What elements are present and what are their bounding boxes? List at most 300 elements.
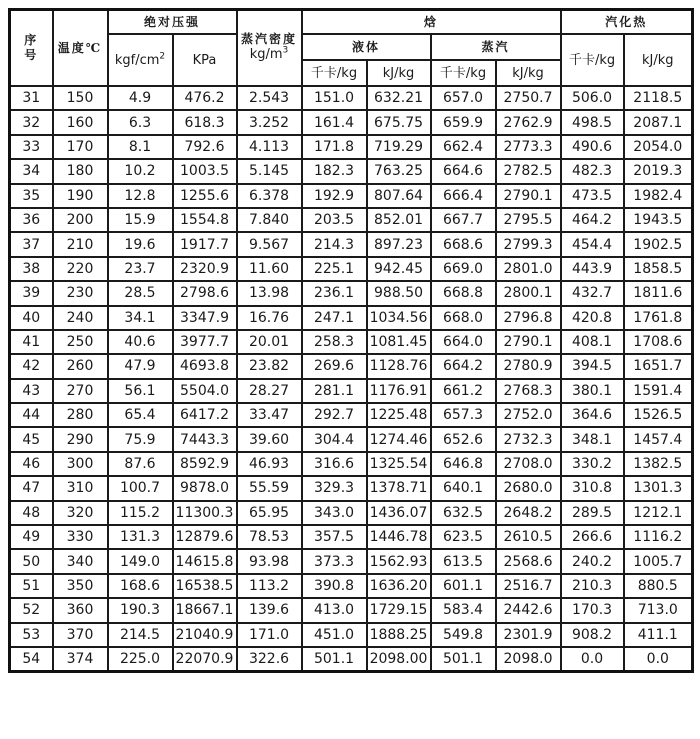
cell-steam-density: 55.59 <box>237 476 302 500</box>
cell-pressure-kpa: 1554.8 <box>173 208 237 232</box>
cell-pressure-kpa: 11300.3 <box>173 501 237 525</box>
cell-liquid-kcal: 161.4 <box>302 110 367 134</box>
table-row <box>10 379 693 403</box>
cell-latent-kj: 1591.4 <box>624 379 693 403</box>
cell-index: 36 <box>10 208 53 232</box>
cell-latent-kcal: 210.3 <box>561 574 624 598</box>
cell-liquid-kcal: 182.3 <box>302 159 367 183</box>
cell-steam-density: 4.113 <box>237 135 302 159</box>
cell-steam-density: 33.47 <box>237 403 302 427</box>
table-row <box>10 330 693 354</box>
cell-index: 38 <box>10 257 53 281</box>
cell-temperature: 360 <box>53 598 108 622</box>
cell-latent-kj: 1457.4 <box>624 427 693 451</box>
cell-pressure-kpa: 12879.6 <box>173 525 237 549</box>
cell-temperature: 330 <box>53 525 108 549</box>
table-row <box>10 647 693 672</box>
cell-latent-kcal: 380.1 <box>561 379 624 403</box>
cell-vapor-kcal: 640.1 <box>431 476 496 500</box>
cell-liquid-kcal: 501.1 <box>302 647 367 672</box>
cell-latent-kj: 411.1 <box>624 623 693 647</box>
cell-liquid-kcal: 390.8 <box>302 574 367 598</box>
table-row <box>10 306 693 330</box>
cell-vapor-kcal: 666.4 <box>431 184 496 208</box>
cell-liquid-kj: 1436.07 <box>367 501 431 525</box>
cell-pressure-kgf: 115.2 <box>108 501 173 525</box>
cell-latent-kcal: 330.2 <box>561 452 624 476</box>
cell-liquid-kj: 1636.20 <box>367 574 431 598</box>
cell-index: 40 <box>10 306 53 330</box>
header-temperature: 温度℃ <box>53 10 108 87</box>
cell-latent-kj: 1943.5 <box>624 208 693 232</box>
cell-vapor-kj: 2442.6 <box>496 598 561 622</box>
cell-index: 50 <box>10 549 53 573</box>
header-index: 序 号 <box>10 10 53 87</box>
cell-liquid-kj: 1176.91 <box>367 379 431 403</box>
cell-steam-density: 20.01 <box>237 330 302 354</box>
cell-temperature: 350 <box>53 574 108 598</box>
cell-vapor-kcal: 501.1 <box>431 647 496 672</box>
cell-liquid-kj: 942.45 <box>367 257 431 281</box>
cell-pressure-kpa: 7443.3 <box>173 427 237 451</box>
cell-pressure-kgf: 28.5 <box>108 281 173 305</box>
cell-latent-kj: 880.5 <box>624 574 693 598</box>
cell-pressure-kgf: 23.7 <box>108 257 173 281</box>
cell-latent-kcal: 482.3 <box>561 159 624 183</box>
cell-vapor-kj: 2098.0 <box>496 647 561 672</box>
cell-pressure-kgf: 40.6 <box>108 330 173 354</box>
cell-temperature: 160 <box>53 110 108 134</box>
cell-pressure-kpa: 18667.1 <box>173 598 237 622</box>
cell-temperature: 150 <box>53 86 108 110</box>
cell-pressure-kgf: 87.6 <box>108 452 173 476</box>
cell-pressure-kpa: 6417.2 <box>173 403 237 427</box>
header-vapor: 蒸汽 <box>431 34 561 60</box>
table-row <box>10 452 693 476</box>
cell-vapor-kcal: 659.9 <box>431 110 496 134</box>
cell-steam-density: 11.60 <box>237 257 302 281</box>
cell-liquid-kcal: 329.3 <box>302 476 367 500</box>
cell-index: 46 <box>10 452 53 476</box>
table-row <box>10 184 693 208</box>
cell-steam-density: 13.98 <box>237 281 302 305</box>
cell-vapor-kj: 2752.0 <box>496 403 561 427</box>
table-row <box>10 598 693 622</box>
cell-latent-kj: 1116.2 <box>624 525 693 549</box>
cell-vapor-kcal: 549.8 <box>431 623 496 647</box>
cell-vapor-kj: 2708.0 <box>496 452 561 476</box>
cell-temperature: 280 <box>53 403 108 427</box>
cell-pressure-kpa: 22070.9 <box>173 647 237 672</box>
cell-temperature: 370 <box>53 623 108 647</box>
cell-pressure-kpa: 16538.5 <box>173 574 237 598</box>
cell-liquid-kcal: 281.1 <box>302 379 367 403</box>
cell-pressure-kpa: 1255.6 <box>173 184 237 208</box>
header-liquid-kcal: 千卡/kg <box>302 60 367 86</box>
header-latent-kj: kJ/kg <box>624 34 693 86</box>
cell-liquid-kj: 719.29 <box>367 135 431 159</box>
header-pressure-kgf: kgf/$cm^2$ <box>108 34 173 86</box>
cell-liquid-kcal: 269.6 <box>302 354 367 378</box>
cell-index: 35 <box>10 184 53 208</box>
cell-index: 47 <box>10 476 53 500</box>
cell-temperature: 260 <box>53 354 108 378</box>
cell-liquid-kj: 1034.56 <box>367 306 431 330</box>
table-row <box>10 86 693 110</box>
cell-index: 45 <box>10 427 53 451</box>
header-vapor-kcal: 千卡/kg <box>431 60 496 86</box>
cell-vapor-kcal: 667.7 <box>431 208 496 232</box>
cell-steam-density: 322.6 <box>237 647 302 672</box>
cell-liquid-kcal: 292.7 <box>302 403 367 427</box>
cell-vapor-kcal: 669.0 <box>431 257 496 281</box>
table-row <box>10 159 693 183</box>
cell-liquid-kcal: 304.4 <box>302 427 367 451</box>
cell-liquid-kj: 807.64 <box>367 184 431 208</box>
cell-steam-density: 39.60 <box>237 427 302 451</box>
cell-index: 48 <box>10 501 53 525</box>
cell-pressure-kgf: 149.0 <box>108 549 173 573</box>
cell-latent-kcal: 464.2 <box>561 208 624 232</box>
cell-pressure-kgf: 225.0 <box>108 647 173 672</box>
header-liquid-kj: kJ/kg <box>367 60 431 86</box>
cell-steam-density: 28.27 <box>237 379 302 403</box>
cell-latent-kcal: 454.4 <box>561 232 624 256</box>
cell-vapor-kj: 2799.3 <box>496 232 561 256</box>
cell-temperature: 190 <box>53 184 108 208</box>
cell-pressure-kgf: 56.1 <box>108 379 173 403</box>
cell-vapor-kcal: 657.0 <box>431 86 496 110</box>
cell-pressure-kpa: 1003.5 <box>173 159 237 183</box>
cell-temperature: 290 <box>53 427 108 451</box>
cell-vapor-kcal: 632.5 <box>431 501 496 525</box>
cell-liquid-kj: 1225.48 <box>367 403 431 427</box>
cell-vapor-kcal: 613.5 <box>431 549 496 573</box>
cell-latent-kj: 1005.7 <box>624 549 693 573</box>
cell-temperature: 200 <box>53 208 108 232</box>
cell-index: 32 <box>10 110 53 134</box>
cell-pressure-kgf: 168.6 <box>108 574 173 598</box>
cell-latent-kcal: 348.1 <box>561 427 624 451</box>
cell-index: 54 <box>10 647 53 672</box>
cell-liquid-kj: 1274.46 <box>367 427 431 451</box>
cell-pressure-kgf: 100.7 <box>108 476 173 500</box>
cell-pressure-kgf: 214.5 <box>108 623 173 647</box>
cell-pressure-kgf: 15.9 <box>108 208 173 232</box>
cell-vapor-kj: 2790.1 <box>496 184 561 208</box>
cell-vapor-kj: 2768.3 <box>496 379 561 403</box>
cell-liquid-kj: 1729.15 <box>367 598 431 622</box>
cell-liquid-kj: 1081.45 <box>367 330 431 354</box>
cell-vapor-kj: 2750.7 <box>496 86 561 110</box>
cell-pressure-kpa: 618.3 <box>173 110 237 134</box>
cell-latent-kcal: 289.5 <box>561 501 624 525</box>
cell-temperature: 374 <box>53 647 108 672</box>
cell-index: 33 <box>10 135 53 159</box>
cell-pressure-kgf: 8.1 <box>108 135 173 159</box>
cell-vapor-kj: 2680.0 <box>496 476 561 500</box>
cell-liquid-kj: 988.50 <box>367 281 431 305</box>
cell-vapor-kcal: 601.1 <box>431 574 496 598</box>
cell-liquid-kj: 763.25 <box>367 159 431 183</box>
cell-pressure-kpa: 14615.8 <box>173 549 237 573</box>
cell-vapor-kj: 2516.7 <box>496 574 561 598</box>
cell-index: 34 <box>10 159 53 183</box>
header-pressure-kpa: KPa <box>173 34 237 86</box>
table-row <box>10 501 693 525</box>
cell-liquid-kj: 897.23 <box>367 232 431 256</box>
cell-liquid-kcal: 258.3 <box>302 330 367 354</box>
header-latent-kcal: 千卡/kg <box>561 34 624 86</box>
cell-latent-kj: 2019.3 <box>624 159 693 183</box>
cell-steam-density: 6.378 <box>237 184 302 208</box>
cell-steam-density: 9.567 <box>237 232 302 256</box>
table-row <box>10 208 693 232</box>
cell-latent-kj: 2087.1 <box>624 110 693 134</box>
cell-latent-kj: 1382.5 <box>624 452 693 476</box>
header-enthalpy: 焓 <box>302 10 561 35</box>
cell-steam-density: 7.840 <box>237 208 302 232</box>
cell-index: 51 <box>10 574 53 598</box>
cell-latent-kj: 1902.5 <box>624 232 693 256</box>
table-row <box>10 281 693 305</box>
cell-pressure-kgf: 4.9 <box>108 86 173 110</box>
cell-temperature: 180 <box>53 159 108 183</box>
saturated-steam-table <box>8 8 694 673</box>
cell-liquid-kcal: 225.1 <box>302 257 367 281</box>
cell-liquid-kcal: 413.0 <box>302 598 367 622</box>
cell-index: 53 <box>10 623 53 647</box>
cell-vapor-kcal: 623.5 <box>431 525 496 549</box>
cell-vapor-kj: 2800.1 <box>496 281 561 305</box>
cell-vapor-kcal: 652.6 <box>431 427 496 451</box>
cell-liquid-kj: 1888.25 <box>367 623 431 647</box>
cell-latent-kcal: 0.0 <box>561 647 624 672</box>
cell-liquid-kj: 1562.93 <box>367 549 431 573</box>
cell-liquid-kcal: 343.0 <box>302 501 367 525</box>
cell-latent-kj: 713.0 <box>624 598 693 622</box>
cell-temperature: 300 <box>53 452 108 476</box>
cell-vapor-kj: 2610.5 <box>496 525 561 549</box>
cell-steam-density: 23.82 <box>237 354 302 378</box>
cell-pressure-kgf: 12.8 <box>108 184 173 208</box>
cell-pressure-kpa: 1917.7 <box>173 232 237 256</box>
cell-latent-kj: 0.0 <box>624 647 693 672</box>
cell-liquid-kj: 1446.78 <box>367 525 431 549</box>
cell-vapor-kcal: 668.0 <box>431 306 496 330</box>
cell-pressure-kpa: 3977.7 <box>173 330 237 354</box>
cell-latent-kcal: 394.5 <box>561 354 624 378</box>
cell-latent-kcal: 498.5 <box>561 110 624 134</box>
cell-liquid-kcal: 316.6 <box>302 452 367 476</box>
cell-liquid-kj: 1128.76 <box>367 354 431 378</box>
cell-index: 49 <box>10 525 53 549</box>
cell-pressure-kpa: 5504.0 <box>173 379 237 403</box>
cell-pressure-kgf: 34.1 <box>108 306 173 330</box>
cell-vapor-kj: 2782.5 <box>496 159 561 183</box>
cell-latent-kcal: 432.7 <box>561 281 624 305</box>
cell-vapor-kj: 2568.6 <box>496 549 561 573</box>
cell-pressure-kgf: 47.9 <box>108 354 173 378</box>
header-absolute-pressure: 绝对压强 <box>108 10 237 35</box>
cell-vapor-kcal: 583.4 <box>431 598 496 622</box>
cell-steam-density: 93.98 <box>237 549 302 573</box>
cell-steam-density: 78.53 <box>237 525 302 549</box>
cell-pressure-kpa: 4693.8 <box>173 354 237 378</box>
cell-latent-kcal: 364.6 <box>561 403 624 427</box>
cell-liquid-kcal: 357.5 <box>302 525 367 549</box>
cell-latent-kj: 1526.5 <box>624 403 693 427</box>
cell-liquid-kj: 675.75 <box>367 110 431 134</box>
table-row <box>10 135 693 159</box>
cell-vapor-kj: 2795.5 <box>496 208 561 232</box>
header-vapor-kj: kJ/kg <box>496 60 561 86</box>
cell-temperature: 170 <box>53 135 108 159</box>
table-row <box>10 257 693 281</box>
cell-steam-density: 3.252 <box>237 110 302 134</box>
cell-latent-kcal: 443.9 <box>561 257 624 281</box>
cell-latent-kj: 1212.1 <box>624 501 693 525</box>
cell-temperature: 230 <box>53 281 108 305</box>
cell-index: 44 <box>10 403 53 427</box>
cell-steam-density: 5.145 <box>237 159 302 183</box>
cell-liquid-kj: 852.01 <box>367 208 431 232</box>
cell-liquid-kcal: 151.0 <box>302 86 367 110</box>
table-row <box>10 354 693 378</box>
header-latent-heat: 汽化热 <box>561 10 693 35</box>
cell-latent-kj: 1811.6 <box>624 281 693 305</box>
cell-pressure-kgf: 6.3 <box>108 110 173 134</box>
cell-latent-kj: 1651.7 <box>624 354 693 378</box>
cell-liquid-kcal: 171.8 <box>302 135 367 159</box>
cell-temperature: 250 <box>53 330 108 354</box>
cell-vapor-kj: 2773.3 <box>496 135 561 159</box>
header-steam-density: 蒸汽密度 $kg/m^3$ <box>237 10 302 87</box>
cell-steam-density: 65.95 <box>237 501 302 525</box>
cell-index: 31 <box>10 86 53 110</box>
table-row <box>10 525 693 549</box>
cell-liquid-kcal: 373.3 <box>302 549 367 573</box>
cell-temperature: 340 <box>53 549 108 573</box>
cell-latent-kcal: 506.0 <box>561 86 624 110</box>
cell-vapor-kcal: 664.6 <box>431 159 496 183</box>
cell-latent-kcal: 170.3 <box>561 598 624 622</box>
cell-vapor-kcal: 664.2 <box>431 354 496 378</box>
cell-liquid-kj: 1378.71 <box>367 476 431 500</box>
cell-latent-kj: 1761.8 <box>624 306 693 330</box>
cell-pressure-kpa: 476.2 <box>173 86 237 110</box>
table-row <box>10 476 693 500</box>
cell-pressure-kpa: 9878.0 <box>173 476 237 500</box>
cell-pressure-kgf: 19.6 <box>108 232 173 256</box>
cell-vapor-kj: 2648.2 <box>496 501 561 525</box>
cell-liquid-kcal: 247.1 <box>302 306 367 330</box>
cell-liquid-kcal: 214.3 <box>302 232 367 256</box>
cell-latent-kcal: 310.8 <box>561 476 624 500</box>
cell-pressure-kpa: 2320.9 <box>173 257 237 281</box>
cell-vapor-kcal: 662.4 <box>431 135 496 159</box>
cell-liquid-kcal: 192.9 <box>302 184 367 208</box>
cell-vapor-kj: 2790.1 <box>496 330 561 354</box>
cell-liquid-kcal: 236.1 <box>302 281 367 305</box>
cell-index: 39 <box>10 281 53 305</box>
cell-pressure-kgf: 10.2 <box>108 159 173 183</box>
cell-pressure-kgf: 190.3 <box>108 598 173 622</box>
cell-liquid-kj: 1325.54 <box>367 452 431 476</box>
cell-latent-kj: 1858.5 <box>624 257 693 281</box>
cell-pressure-kgf: 65.4 <box>108 403 173 427</box>
cell-steam-density: 16.76 <box>237 306 302 330</box>
cell-liquid-kcal: 451.0 <box>302 623 367 647</box>
cell-pressure-kpa: 21040.9 <box>173 623 237 647</box>
cell-latent-kcal: 908.2 <box>561 623 624 647</box>
table-body <box>10 86 693 672</box>
table-row <box>10 623 693 647</box>
cell-steam-density: 113.2 <box>237 574 302 598</box>
table-row <box>10 549 693 573</box>
header-liquid: 液体 <box>302 34 431 60</box>
cell-steam-density: 171.0 <box>237 623 302 647</box>
cell-vapor-kj: 2762.9 <box>496 110 561 134</box>
table-row <box>10 232 693 256</box>
cell-vapor-kcal: 646.8 <box>431 452 496 476</box>
table-row <box>10 403 693 427</box>
cell-pressure-kpa: 792.6 <box>173 135 237 159</box>
cell-pressure-kgf: 75.9 <box>108 427 173 451</box>
cell-temperature: 310 <box>53 476 108 500</box>
cell-pressure-kpa: 8592.9 <box>173 452 237 476</box>
cell-latent-kcal: 420.8 <box>561 306 624 330</box>
cell-pressure-kpa: 3347.9 <box>173 306 237 330</box>
cell-vapor-kcal: 661.2 <box>431 379 496 403</box>
cell-index: 41 <box>10 330 53 354</box>
cell-index: 42 <box>10 354 53 378</box>
cell-latent-kj: 1708.6 <box>624 330 693 354</box>
cell-liquid-kj: 632.21 <box>367 86 431 110</box>
cell-vapor-kj: 2301.9 <box>496 623 561 647</box>
table-row <box>10 110 693 134</box>
table-row <box>10 574 693 598</box>
cell-steam-density: 2.543 <box>237 86 302 110</box>
cell-index: 52 <box>10 598 53 622</box>
cell-vapor-kj: 2780.9 <box>496 354 561 378</box>
cell-steam-density: 139.6 <box>237 598 302 622</box>
cell-vapor-kj: 2801.0 <box>496 257 561 281</box>
cell-latent-kcal: 473.5 <box>561 184 624 208</box>
cell-vapor-kcal: 664.0 <box>431 330 496 354</box>
cell-steam-density: 46.93 <box>237 452 302 476</box>
cell-vapor-kcal: 668.8 <box>431 281 496 305</box>
cell-vapor-kj: 2796.8 <box>496 306 561 330</box>
cell-temperature: 240 <box>53 306 108 330</box>
table-row <box>10 427 693 451</box>
cell-temperature: 210 <box>53 232 108 256</box>
cell-latent-kcal: 240.2 <box>561 549 624 573</box>
cell-liquid-kj: 2098.00 <box>367 647 431 672</box>
cell-latent-kj: 1301.3 <box>624 476 693 500</box>
cell-temperature: 320 <box>53 501 108 525</box>
cell-index: 37 <box>10 232 53 256</box>
cell-vapor-kcal: 657.3 <box>431 403 496 427</box>
cell-pressure-kpa: 2798.6 <box>173 281 237 305</box>
cell-latent-kj: 2054.0 <box>624 135 693 159</box>
cell-latent-kj: 1982.4 <box>624 184 693 208</box>
cell-latent-kcal: 266.6 <box>561 525 624 549</box>
cell-temperature: 270 <box>53 379 108 403</box>
cell-index: 43 <box>10 379 53 403</box>
cell-latent-kcal: 408.1 <box>561 330 624 354</box>
cell-pressure-kgf: 131.3 <box>108 525 173 549</box>
